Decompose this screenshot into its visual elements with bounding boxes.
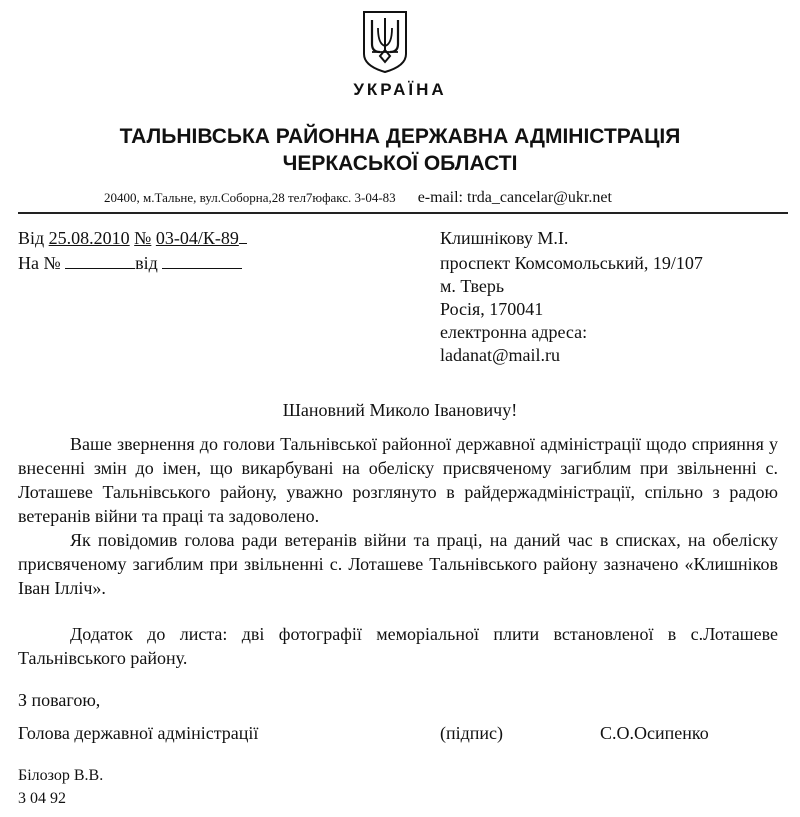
outgoing-reference <box>18 228 247 249</box>
from-label: Від <box>18 228 45 248</box>
recipient-street: проспект Комсомольський, 19/107 <box>440 253 703 273</box>
organization-name: ТАЛЬНІВСЬКА РАЙОННА ДЕРЖАВНА АДМІНІСТРАЦІЯ <box>119 125 681 148</box>
salutation: Шановний Миколо Івановичу! <box>282 400 518 420</box>
incoming-reference <box>18 253 242 274</box>
reply-from-label: від <box>135 253 158 273</box>
country-title: УКРАЇНА <box>353 80 447 99</box>
recipient-name: Клишнікову М.І. <box>440 228 569 248</box>
reply-date-blank <box>162 254 242 269</box>
executor-name: Білозор В.В. <box>18 767 104 784</box>
signer-name: С.О.Осипенко <box>600 723 709 743</box>
recipient-email-label: електронна адреса: <box>440 322 588 342</box>
reply-label: На № <box>18 253 61 273</box>
attachment-paragraph: Додаток до листа: дві фотографії меморіальної плити встановленої в с.Лоташеве Тальнівського району. <box>18 624 778 668</box>
signer-position: Голова державної адміністрації <box>18 723 259 743</box>
postal-address: 20400, м.Тальне, вул.Соборна,28 тел7юфакс. 3-04-83 <box>104 190 396 205</box>
letter-date: 25.08.2010 <box>48 228 130 248</box>
body-paragraph-1: Ваше звернення до голови Тальнівської районної державної адміністрації щодо сприяння у внесенні змін до імен, що викарбувані на обеліску присвяченому загиблим при звільненні с. Лоташеве Тальнівського району, уважно розглянуто в райдержадміністрації, спільно з радою ветеранів війни та праці та задоволено. <box>18 434 778 526</box>
organization-email: e-mail: trda_cancelar@ukr.net <box>417 189 612 206</box>
number-label: № <box>134 228 152 248</box>
recipient-country: Росія, 170041 <box>440 299 544 319</box>
executor-phone: 3 04 92 <box>18 790 66 807</box>
body-paragraph-2: Як повідомив голова ради ветеранів війни та праці, на даний час в списках, на обеліску присвяченому загиблим при звільненні с. Лоташеве Тальнівського району зазначено «Клишніков Іван Ілліч». <box>18 530 778 598</box>
header-divider <box>18 212 788 214</box>
recipient-email: ladanat@mail.ru <box>440 345 561 365</box>
closing: З повагою, <box>18 690 101 710</box>
reply-number-blank <box>65 254 135 269</box>
number-underline <box>239 229 247 244</box>
recipient-city: м. Тверь <box>440 276 505 296</box>
contact-line <box>104 189 612 207</box>
letter-body <box>18 432 778 600</box>
signature-mark: (підпис) <box>440 723 504 743</box>
attachment-block <box>18 622 778 670</box>
trident-emblem-icon <box>362 10 408 74</box>
organization-region: ЧЕРКАСЬКОЇ ОБЛАСТІ <box>282 152 518 175</box>
letter-number: 03-04/К-89 <box>155 228 239 248</box>
